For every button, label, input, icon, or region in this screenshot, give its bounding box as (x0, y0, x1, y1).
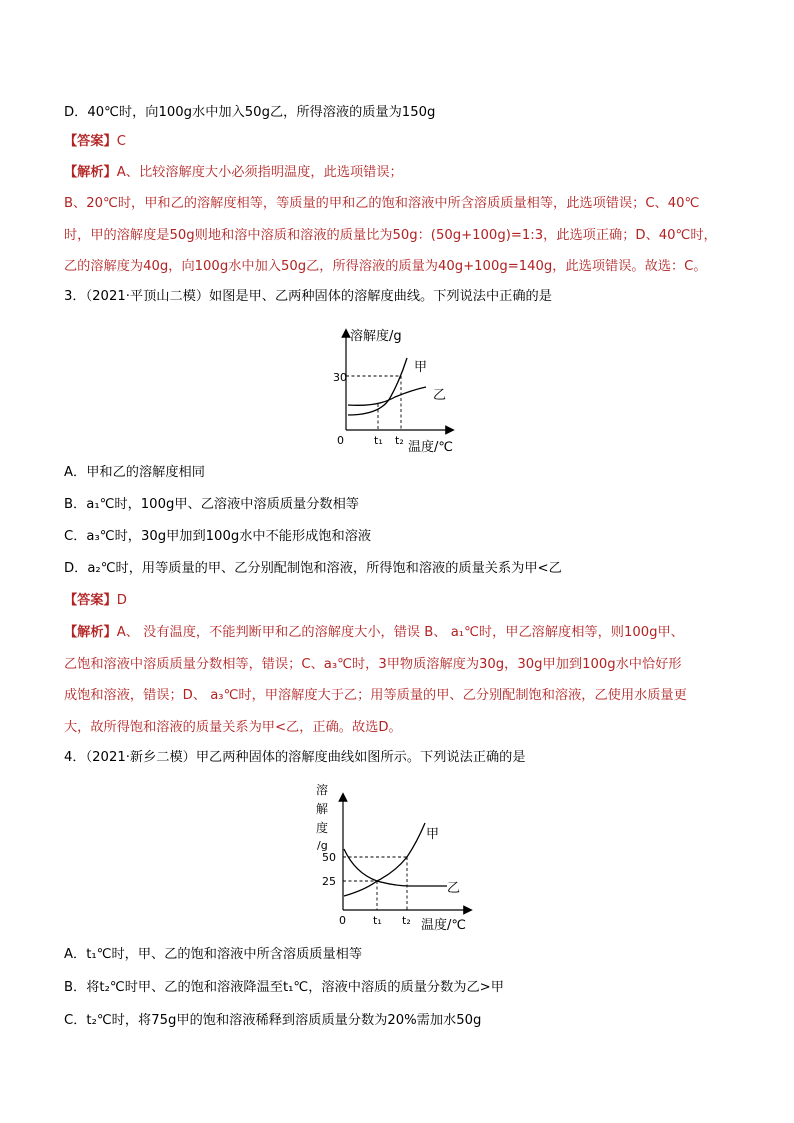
option-c-q4: C．t₂℃时，将75g甲的饱和溶液稀释到溶质质量分数为20%需加水50g (64, 1013, 482, 1028)
answer-q3 (64, 592, 127, 610)
x-axis-label: 温度/℃ (421, 918, 466, 933)
analysis-q3-line3: 成饱和溶液，错误；D、 a₃℃时，甲溶解度大于乙；用等质量的甲、乙分别配制饱和溶液，乙使用水质量更 (64, 688, 687, 703)
analysis-q2-line3: 时，甲的溶解度是50g则地和溶中溶质和溶液的质量比为50g：(50g+100g)=1:3，此选项正确；D、40℃时， (64, 228, 717, 243)
curve-jia (348, 358, 407, 415)
analysis-tag: 【解析】 (64, 625, 117, 640)
option-b-q4: B．将t₂℃时甲、乙的饱和溶液降温至t₁℃，溶液中溶质的质量分数为乙>甲 (64, 980, 504, 995)
x-tick-t1: t₁ (373, 914, 382, 927)
analysis-q2-line2: B、20℃时，甲和乙的溶解度相等，等质量的甲和乙的饱和溶液中所含溶质质量相等，此选项错误；C、40℃ (64, 196, 700, 211)
y-tick-50: 50 (322, 851, 336, 864)
option-a-q4: A．t₁℃时，甲、乙的饱和溶液中所含溶质质量相等 (64, 947, 363, 962)
solubility-chart-q3 (330, 320, 470, 460)
series-label-yi: 乙 (433, 388, 447, 403)
answer-tag: 【答案】 (64, 593, 117, 608)
y-tick-25: 25 (322, 875, 336, 888)
y-label-char-3: 度 (316, 821, 329, 835)
analysis-q2-line1 (64, 164, 403, 182)
solubility-chart-q4 (310, 780, 490, 940)
answer-value: D (116, 593, 127, 608)
option-d-q2: D．40℃时，向100g水中加入50g乙，所得溶液的质量为150g (64, 105, 436, 120)
answer-value: C (116, 134, 126, 149)
analysis-q3-line4: 大，故所得饱和溶液的质量关系为甲<乙，正确。故选D。 (64, 720, 402, 735)
x-axis-label: 温度/℃ (408, 440, 453, 455)
y-tick-30: 30 (333, 371, 347, 384)
analysis-text: A、比较溶解度大小必须指明温度，此选项错误； (116, 165, 403, 180)
option-d-q3: D．a₂℃时，用等质量的甲、乙分别配制饱和溶液，所得饱和溶液的质量关系为甲<乙 (64, 561, 562, 576)
answer-tag: 【答案】 (64, 134, 117, 149)
series-label-yi: 乙 (447, 881, 461, 896)
curve-jia (344, 823, 425, 896)
x-tick-t2: t₂ (395, 434, 404, 447)
x-tick-t1: t₁ (374, 434, 383, 447)
y-axis-label: 溶解度/g (350, 329, 402, 344)
option-b-q3: B．a₁℃时，100g甲、乙溶液中溶质质量分数相等 (64, 497, 359, 512)
option-a-q3: A．甲和乙的溶解度相同 (64, 465, 205, 480)
answer-q2 (64, 133, 126, 151)
question-3: 3．（2021·平顶山二模）如图是甲、乙两种固体的溶解度曲线。下列说法中正确的是 (64, 289, 552, 304)
analysis-q3-line2: 乙饱和溶液中溶质质量分数相等，错误；C、a₃℃时，3甲物质溶解度为30g，30g甲加到100g水中恰好形 (64, 657, 682, 672)
series-label-jia: 甲 (414, 360, 428, 375)
origin-label: 0 (339, 914, 346, 927)
y-label-char-4: /g (317, 839, 328, 852)
option-c-q3: C．a₃℃时，30g甲加到100g水中不能形成饱和溶液 (64, 529, 372, 544)
x-tick-t2: t₂ (402, 914, 411, 927)
question-4: 4．（2021·新乡二模）甲乙两种固体的溶解度曲线如图所示。下列说法正确的是 (64, 750, 526, 765)
y-label-char-1: 溶 (316, 783, 329, 797)
y-label-char-2: 解 (316, 802, 329, 816)
analysis-q2-line4: 乙的溶解度为40g，向100g水中加入50g乙，所得溶液的质量为40g+100g=140g，此选项错误。故选：C。 (64, 259, 707, 274)
analysis-tag: 【解析】 (64, 165, 117, 180)
analysis-text: A、 没有温度，不能判断甲和乙的溶解度大小，错误 B、 a₁℃时，甲乙溶解度相等，则100g甲、 (116, 625, 684, 640)
origin-label: 0 (337, 434, 344, 447)
series-label-jia: 甲 (426, 827, 440, 842)
curve-yi (344, 849, 447, 886)
analysis-q3-line1 (64, 624, 684, 642)
